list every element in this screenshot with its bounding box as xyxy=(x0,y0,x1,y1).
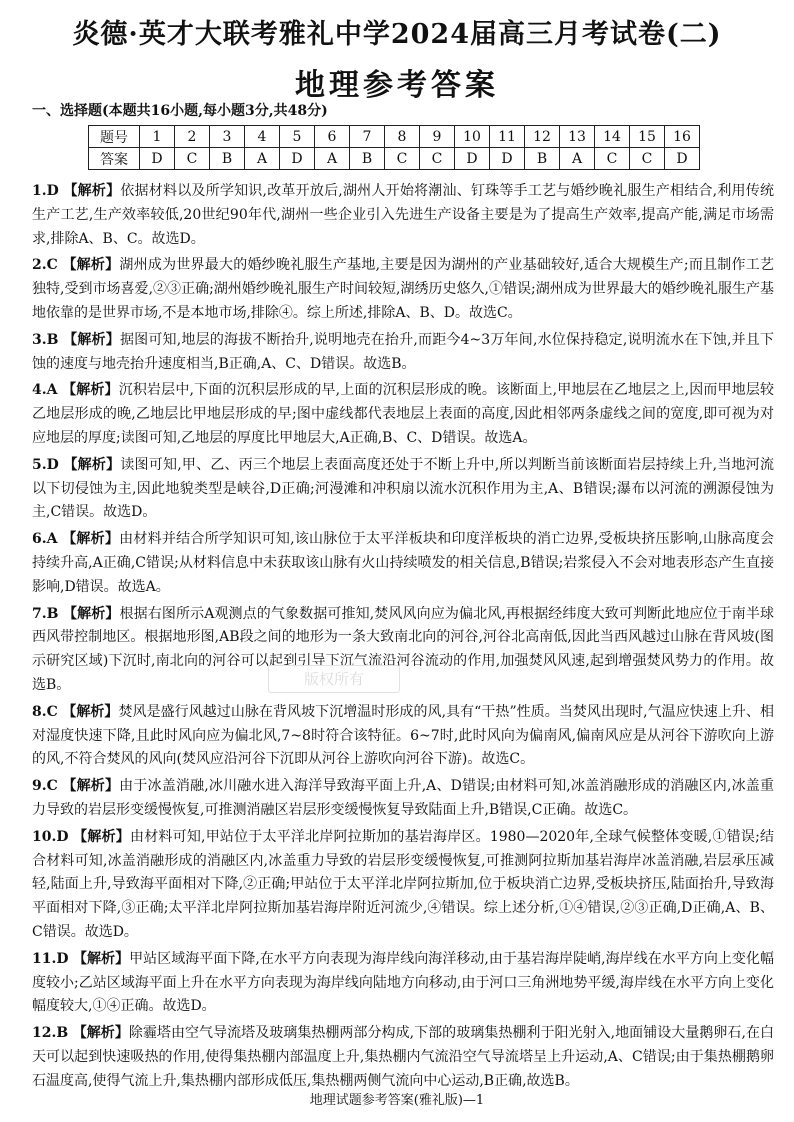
explanation-item xyxy=(32,948,774,1019)
explanation-text: 焚风是盛行风越过山脉在背风坡下沉增温时形成的风,具有“干热”性质。当焚风出现时,气温应快速上升、相对湿度快速下降,且此时风向应为偏北风,7~8时符合该特征。6~7时,此时风向为偏南风,偏南风应是从河谷下游吹向上游的风,不符合焚风的风向(焚风应沿河谷下沉即从河谷上游吹向河谷下游)。故选C。 xyxy=(32,703,775,768)
analysis-tag: 【解析】 xyxy=(63,605,120,622)
answer-cell: C xyxy=(420,148,455,170)
explanation-text: 由材料可知,甲站位于太平洋北岸阿拉斯加的基岩海岸区。1980—2020年,全球气候整体变暖,①错误;结合材料可知,冰盖消融形成的消融区内,冰盖重力导致的岩层形变缓慢恢复,可推测阿拉斯加基岩海岸冰盖消融,岩层承压减轻,陆面上升,导致海平面相对下降,②正确;甲站位于太平洋北岸阿拉斯加,位于板块消亡边界,受板块挤压,陆面抬升,导致海平面相对下降,③正确;太平洋北岸阿拉斯加基岩海岸附近河流少,④错误。综上述分析,①④错误,②③正确,D正确,A、B、C错误。故选D。 xyxy=(32,828,775,940)
copyright-watermark: 版权所有 xyxy=(268,665,400,693)
question-answer-label: 2.C xyxy=(32,257,58,274)
row-label-answer: 答案 xyxy=(89,148,140,170)
question-number-cell: 4 xyxy=(245,126,280,148)
answer-cell: B xyxy=(350,148,385,170)
analysis-tag: 【解析】 xyxy=(63,456,121,473)
analysis-tag: 【解析】 xyxy=(73,828,130,845)
question-answer-label: 4.A xyxy=(32,382,58,399)
analysis-tag: 【解析】 xyxy=(62,703,119,720)
question-answer-label: 6.A xyxy=(32,531,58,548)
explanation-item xyxy=(32,701,774,772)
explanation-text: 湖州成为世界最大的婚纱晚礼服生产基地,主要是因为湖州的产业基础较好,适合大规模生产;而且制作工艺独特,受到市场喜爱,②③正确;湖州婚纱晚礼服生产时间较短,湖绣历史悠久,①错误;湖州成为世界最大的婚纱晚礼服生产基地依靠的是世界市场,不是本地市场,排除④。综上所述,排除A、B、D。故选C。 xyxy=(32,257,774,321)
question-number-cell: 2 xyxy=(175,126,210,148)
section-heading: 一、选择题(本题共16小题,每小题3分,共48分) xyxy=(32,103,328,119)
answer-row xyxy=(89,148,700,170)
question-answer-label: 5.D xyxy=(32,456,59,473)
page-footer: 地理试题参考答案(雅礼版)—1 xyxy=(309,1093,485,1108)
explanation-text: 甲站区域海平面下降,在水平方向表现为海岸线向海洋移动,由于基岩海岸陡峭,海岸线在水平方向上变化幅度较小;乙站区域海平面上升在水平方向表现为海岸线向陆地方向移动,由于河口三角洲地势平缓,海岸线在水平方向上变化幅度较大,①④正确。故选D。 xyxy=(32,950,774,1015)
explanation-item xyxy=(32,528,774,599)
analysis-tag: 【解析】 xyxy=(63,331,120,348)
answer-cell: A xyxy=(315,148,350,170)
question-answer-label: 8.C xyxy=(32,703,58,720)
answer-cell: B xyxy=(525,148,560,170)
row-label-number: 题号 xyxy=(89,126,140,148)
question-answer-label: 9.C xyxy=(32,778,58,795)
answer-cell: A xyxy=(560,148,595,170)
analysis-tag: 【解析】 xyxy=(62,257,120,274)
question-number-cell: 8 xyxy=(385,126,420,148)
answer-cell: C xyxy=(175,148,210,170)
explanation-item xyxy=(32,1022,774,1093)
question-number-cell: 1 xyxy=(140,126,175,148)
analysis-tag: 【解析】 xyxy=(62,531,120,548)
question-number-cell: 6 xyxy=(315,126,350,148)
answer-cell: D xyxy=(665,148,700,170)
explanation-text: 由于冰盖消融,冰川融水进入海洋导致海平面上升,A、D错误;由材料可知,冰盖消融形成的消融区内,冰盖重力导致的岩层形变缓慢恢复,可推测消融区岩层形变缓慢恢复导致陆面上升,B错误,C正确。故选C。 xyxy=(32,778,774,818)
explanation-item xyxy=(32,603,774,698)
explanation-item xyxy=(32,379,774,450)
explanation-item xyxy=(32,826,774,945)
explanation-item xyxy=(32,180,774,251)
answer-cell: C xyxy=(630,148,665,170)
analysis-tag: 【解析】 xyxy=(62,382,119,399)
question-number-cell: 3 xyxy=(210,126,245,148)
answer-cell: A xyxy=(245,148,280,170)
answer-cell: B xyxy=(210,148,245,170)
answer-cell: C xyxy=(595,148,630,170)
question-number-cell: 5 xyxy=(280,126,315,148)
explanation-item xyxy=(32,775,774,823)
question-answer-label: 12.B xyxy=(32,1025,69,1042)
answer-table xyxy=(88,125,700,170)
analysis-tag: 【解析】 xyxy=(62,778,120,795)
answer-cell: D xyxy=(455,148,490,170)
answer-cell: D xyxy=(490,148,525,170)
answer-cell: C xyxy=(385,148,420,170)
question-number-cell: 9 xyxy=(420,126,455,148)
explanation-text: 根据右图所示A观测点的气象数据可推知,焚风风向应为偏北风,再根据经纬度大致可判断此地应位于南半球西风带控制地区。根据地形图,AB段之间的地形为一条大致南北向的河谷,河谷北高南低,因此当西风越过山脉在背风坡(图示研究区域)下沉时,南北向的河谷可以起到引导下沉气流沿河谷流动的作用,加强焚风风速,起到增强焚风势力的作用。故选B。 xyxy=(32,605,775,693)
question-number-cell: 7 xyxy=(350,126,385,148)
document-subtitle: 地理参考答案 xyxy=(295,68,499,103)
question-number-cell: 14 xyxy=(595,126,630,148)
explanations-list xyxy=(32,180,774,1096)
explanation-text: 由材料并结合所学知识可知,该山脉位于太平洋板块和印度洋板块的消亡边界,受板块挤压影响,山脉高度会持续升高,A正确,C错误;从材料信息中未获取该山脉有火山持续喷发的相关信息,B错误;岩浆侵入不会对地表形态产生直接影响,D错误。故选A。 xyxy=(32,531,775,595)
question-answer-label: 3.B xyxy=(32,331,59,348)
explanation-text: 除霾塔由空气导流塔及玻璃集热棚两部分构成,下部的玻璃集热棚利于阳光射入,地面铺设大量鹅卵石,在白天可以起到快速吸热的作用,使得集热棚内部温度上升,集热棚内气流沿空气导流塔呈上升运动,A、C错误;由于集热棚鹅卵石温度高,使得气流上升,集热棚内部形成低压,集热棚两侧气流向中心运动,B正确,故选B。 xyxy=(32,1025,775,1089)
question-number-cell: 12 xyxy=(525,126,560,148)
explanation-text: 依据材料以及所学知识,改革开放后,湖州人开始将潮汕、钉珠等手工艺与婚纱晚礼服生产相结合,利用传统生产工艺,生产效率较低,20世纪90年代,湖州一些企业引入先进生产设备主要是为了提高生产效率,提高产能,满足市场需求,排除A、B、C。故选D。 xyxy=(32,183,774,247)
question-number-cell: 15 xyxy=(630,126,665,148)
analysis-tag: 【解析】 xyxy=(72,950,130,967)
analysis-tag: 【解析】 xyxy=(63,183,121,199)
question-answer-label: 1.D xyxy=(32,183,59,199)
exam-title: 炎德·英才大联考雅礼中学2024届高三月考试卷(二) xyxy=(72,19,722,50)
explanation-text: 据图可知,地层的海拔不断抬升,说明地壳在抬升,而距今4~3万年间,水位保持稳定,说明流水在下蚀,并且下蚀的速度与地壳抬升速度相当,B正确,A、C、D错误。故选B。 xyxy=(32,331,775,372)
explanation-item xyxy=(32,254,774,325)
question-answer-label: 11.D xyxy=(32,950,69,967)
question-answer-label: 10.D xyxy=(32,828,69,845)
question-number-cell: 16 xyxy=(665,126,700,148)
answer-cell: D xyxy=(280,148,315,170)
analysis-tag: 【解析】 xyxy=(72,1025,129,1042)
question-number-cell: 13 xyxy=(560,126,595,148)
question-answer-label: 7.B xyxy=(32,605,59,622)
explanation-text: 沉积岩层中,下面的沉积层形成的早,上面的沉积层形成的晚。该断面上,甲地层在乙地层之上,因而甲地层较乙地层形成的晚,乙地层比甲地层形成的早;图中虚线都代表地层上表面的高度,因此相邻两条虚线之间的宽度,即可视为对应地层的厚度;读图可知,乙地层的厚度比甲地层大,A正确,B、C、D错误。故选A。 xyxy=(32,382,774,446)
question-number-row xyxy=(89,126,700,148)
explanation-item xyxy=(32,329,774,377)
question-number-cell: 11 xyxy=(490,126,525,148)
question-number-cell: 10 xyxy=(455,126,490,148)
explanation-item xyxy=(32,454,774,525)
explanation-text: 读图可知,甲、乙、丙三个地层上表面高度还处于不断上升中,所以判断当前该断面岩层持续上升,当地河流以下切侵蚀为主,因此地貌类型是峡谷,D正确;河漫滩和冲积扇以流水沉积作用为主,A、B错误;瀑布以河流的溯源侵蚀为主,C错误。故选D。 xyxy=(32,456,774,521)
answer-cell: D xyxy=(140,148,175,170)
